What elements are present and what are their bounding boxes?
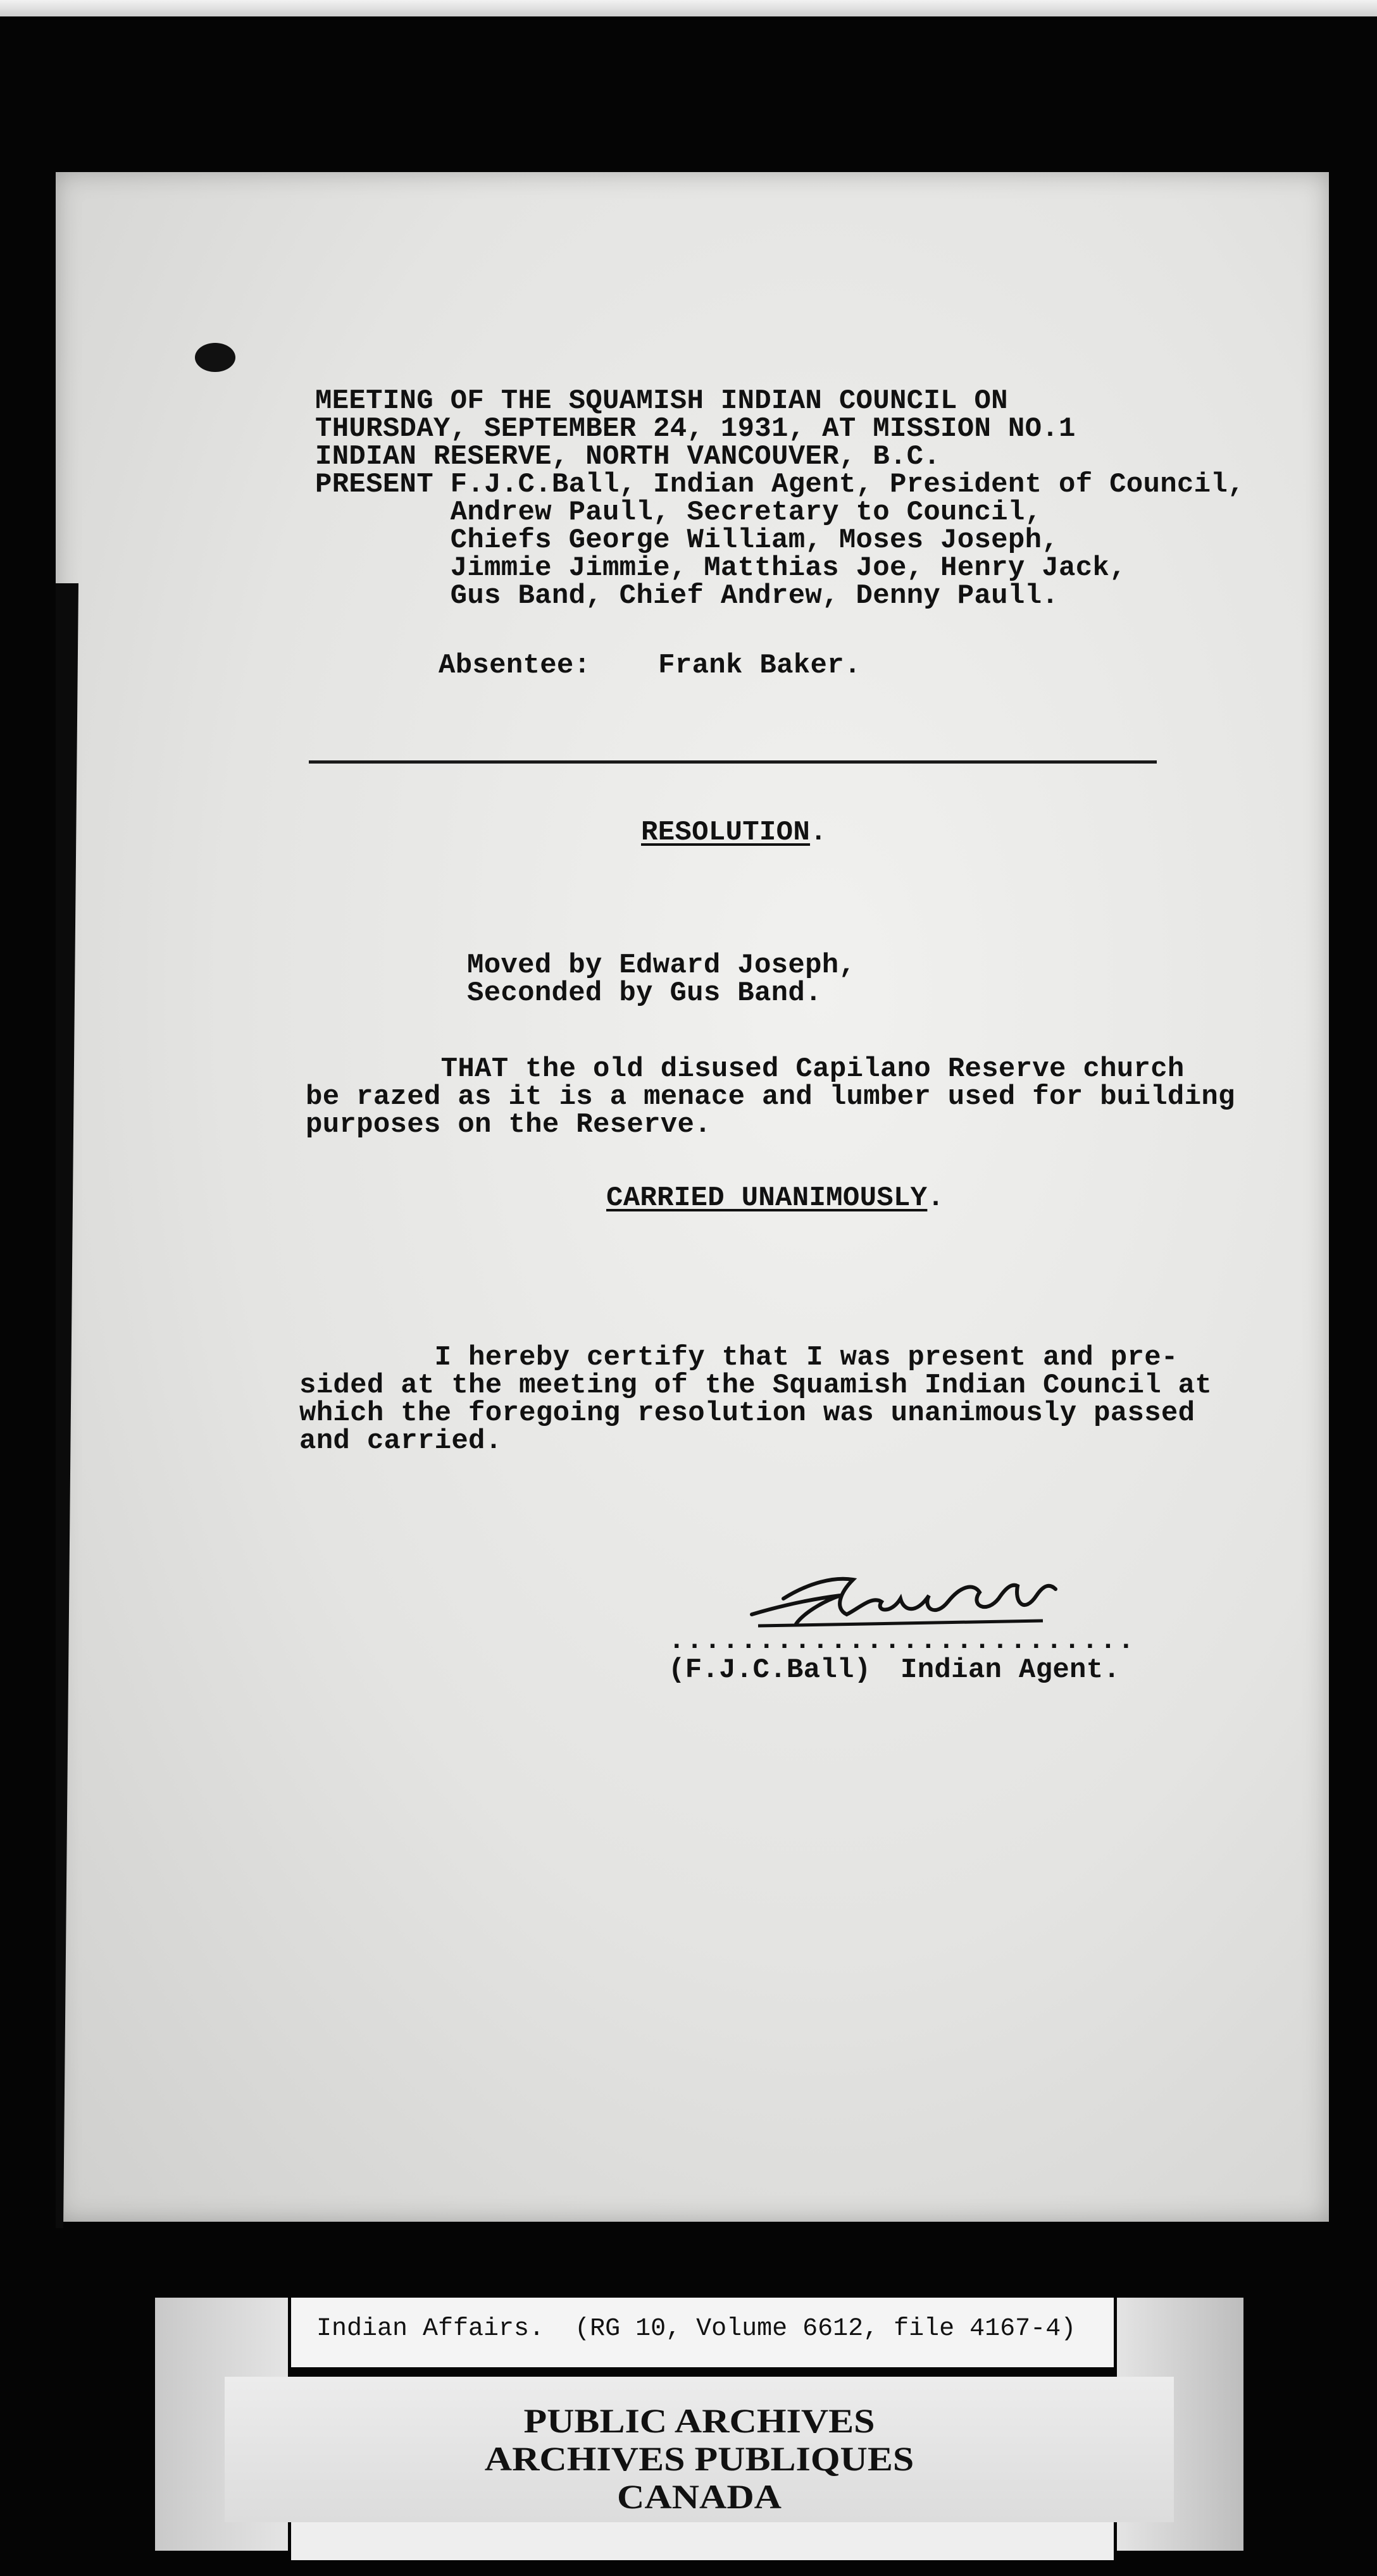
certification-line-4: and carried. bbox=[299, 1425, 502, 1457]
heading-line-6: Chiefs George William, Moses Joseph, bbox=[315, 524, 1059, 556]
heading-line-4: PRESENT F.J.C.Ball, Indian Agent, President of Council, bbox=[315, 469, 1245, 500]
motion-line-3: purposes on the Reserve. bbox=[306, 1109, 711, 1141]
moved-by-line: Moved by Edward Joseph, bbox=[467, 950, 856, 981]
resolution-title: RESOLUTION. bbox=[641, 817, 827, 848]
heading-line-2: THURSDAY, SEPTEMBER 24, 1931, AT MISSION NO.1 bbox=[315, 413, 1076, 445]
archive-label-area bbox=[155, 2298, 1243, 2557]
stamp-line-2: ARCHIVES PUBLIQUES bbox=[484, 2440, 914, 2478]
label-bottom-strip bbox=[291, 2522, 1114, 2560]
horizontal-rule bbox=[309, 760, 1157, 764]
heading-line-7: Jimmie Jimmie, Matthias Joe, Henry Jack, bbox=[315, 552, 1126, 584]
signature-dotted-line: .......................... bbox=[668, 1625, 1136, 1657]
certification-line-1: I hereby certify that I was present and pre- bbox=[299, 1342, 1178, 1373]
page-shadow-edge bbox=[56, 583, 94, 2228]
resolution-title-text: RESOLUTION bbox=[641, 817, 811, 848]
certification-line-3: which the foregoing resolution was unanimously passed bbox=[299, 1397, 1195, 1429]
heading-line-3: INDIAN RESERVE, NORTH VANCOUVER, B.C. bbox=[315, 441, 941, 473]
absentee-line: Absentee: Frank Baker. bbox=[439, 650, 861, 681]
heading-line-5: Andrew Paull, Secretary to Council, bbox=[315, 497, 1042, 528]
seconded-by-line: Seconded by Gus Band. bbox=[467, 977, 822, 1009]
handwritten-signature bbox=[745, 1570, 1062, 1633]
motion-line-2: be razed as it is a menace and lumber used for building bbox=[306, 1081, 1235, 1113]
heading-line-8: Gus Band, Chief Andrew, Denny Paull. bbox=[315, 580, 1059, 612]
stamp-line-3: CANADA bbox=[617, 2478, 782, 2516]
signer-title: Indian Agent. bbox=[900, 1654, 1121, 1686]
archive-reference-box bbox=[291, 2298, 1114, 2367]
stamp-line-1: PUBLIC ARCHIVES bbox=[523, 2402, 875, 2440]
archives-stamp bbox=[225, 2377, 1174, 2522]
carried-line: CARRIED UNANIMOUSLY. bbox=[606, 1182, 945, 1214]
film-top-strip bbox=[0, 0, 1377, 16]
archive-reference-text: Indian Affairs. (RG 10, Volume 6612, file 4167-4) bbox=[316, 2315, 1076, 2343]
signer-name: (F.J.C.Ball) bbox=[668, 1654, 871, 1686]
punch-hole bbox=[195, 343, 235, 372]
motion-line-1: THAT the old disused Capilano Reserve church bbox=[306, 1053, 1185, 1085]
carried-text: CARRIED UNANIMOUSLY bbox=[606, 1182, 928, 1214]
heading-line-1: MEETING OF THE SQUAMISH INDIAN COUNCIL ON bbox=[315, 385, 1008, 417]
document-page bbox=[56, 172, 1329, 2222]
certification-line-2: sided at the meeting of the Squamish Indian Council at bbox=[299, 1370, 1212, 1401]
